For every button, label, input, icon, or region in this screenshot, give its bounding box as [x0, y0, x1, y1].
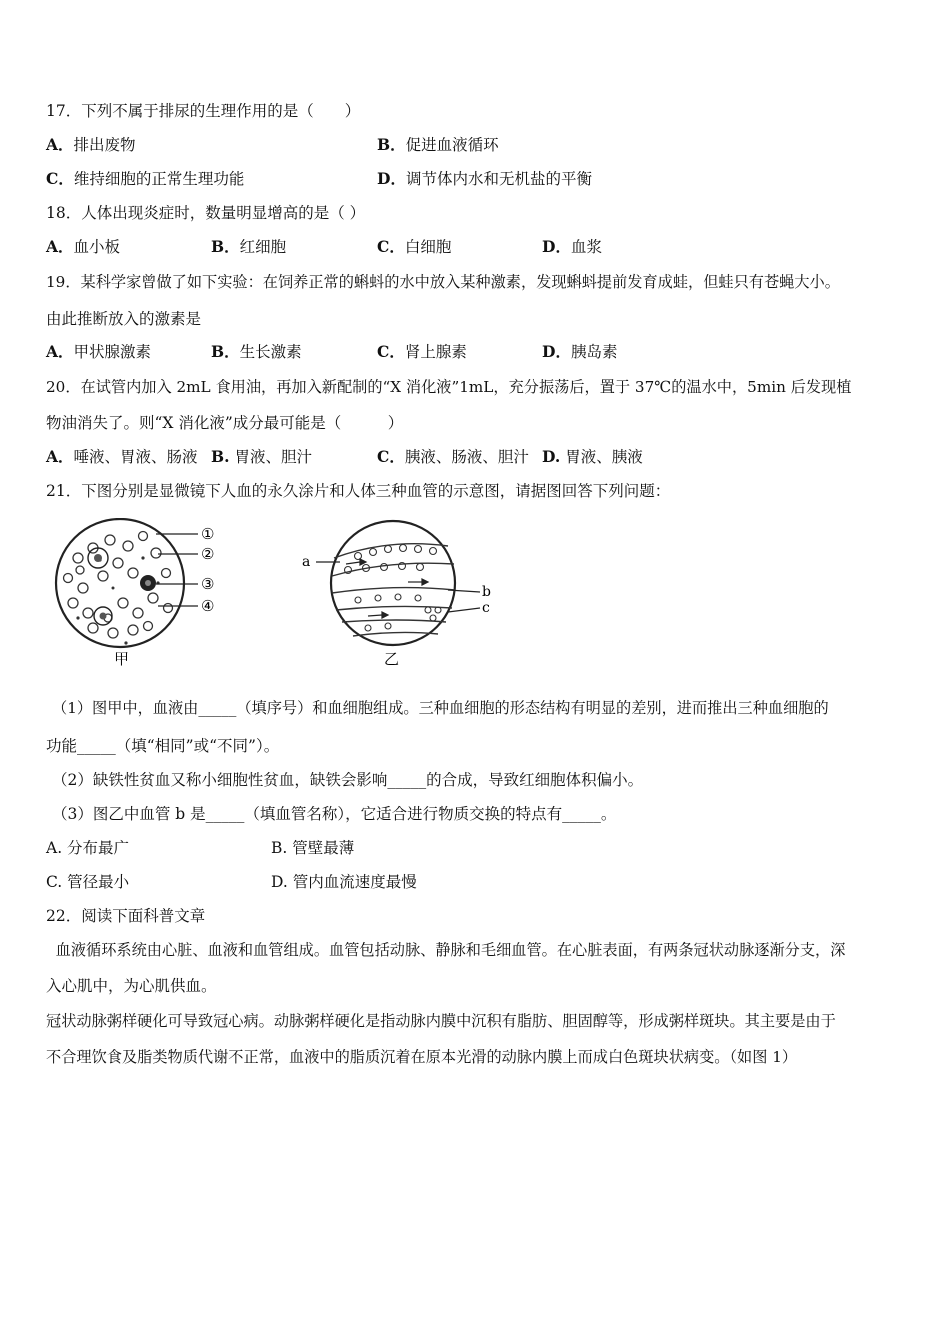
marker-2: ②: [201, 545, 215, 563]
option-text: 血小板: [73, 238, 121, 256]
option-text: 胰岛素: [570, 343, 618, 361]
q17-option-a[interactable]: A．排出废物: [46, 135, 136, 154]
q17-stem: 17．下列不属于排尿的生理作用的是（ ）: [46, 102, 361, 120]
q21-part1-line2: 功能_____（填“相同”或“不同”）。: [46, 737, 280, 755]
option-text: 肾上腺素: [404, 343, 467, 361]
q20-option-c[interactable]: C．胰液、肠液、胆汁: [377, 447, 529, 466]
option-text: 生长激素: [239, 343, 302, 361]
figure-caption-yi: 乙: [384, 650, 400, 668]
q22-stem: 22．阅读下面科普文章: [46, 907, 206, 925]
q19-option-b[interactable]: B．生长激素: [211, 342, 302, 361]
option-text: 白细胞: [404, 238, 452, 256]
label-a: a: [302, 554, 311, 570]
label-c: c: [482, 600, 490, 616]
q22-para1-line2: 入心肌中，为心肌供血。: [46, 977, 217, 995]
q19-stem-line2: 由此推断放入的激素是: [46, 310, 202, 328]
marker-4: ④: [201, 597, 215, 615]
option-text: 调节体内水和无机盐的平衡: [405, 170, 592, 188]
option-text: 促进血液循环: [405, 136, 499, 154]
q17-option-d[interactable]: D．调节体内水和无机盐的平衡: [377, 169, 592, 188]
q19-option-c[interactable]: C．肾上腺素: [377, 342, 467, 361]
marker-1: ①: [201, 525, 215, 543]
q21-option-c[interactable]: C. 管径最小: [46, 873, 130, 891]
q19-option-d[interactable]: D．胰岛素: [542, 342, 618, 361]
q20-option-b[interactable]: B. 胃液、胆汁: [211, 447, 312, 466]
q17-option-c[interactable]: C．维持细胞的正常生理功能: [46, 169, 245, 188]
option-text: 胃液、胰液: [565, 448, 643, 466]
q21-option-d[interactable]: D. 管内血流速度最慢: [271, 873, 417, 891]
q22-para1-line1: 血液循环系统由心脏、血液和血管组成。血管包括动脉、静脉和毛细血管。在心脏表面，有两条冠状动脉逐渐分支，深: [46, 941, 846, 959]
q17-option-b[interactable]: B．促进血液循环: [377, 135, 499, 154]
q18-option-a[interactable]: A．血小板: [46, 237, 121, 256]
q19-stem-line1: 19．某科学家曾做了如下实验：在饲养正常的蝌蚪的水中放入某种激素，发现蝌蚪提前发育成蛙，但蛙只有苍蝇大小。: [46, 273, 840, 291]
q20-option-d[interactable]: D. 胃液、胰液: [542, 447, 643, 466]
q18-option-b[interactable]: B．红细胞: [211, 237, 287, 256]
label-b: b: [482, 584, 491, 600]
q20-stem-line1: 20．在试管内加入 2mL 食用油，再加入新配制的“X 消化液”1mL，充分振荡后，置于 37℃的温水中，5min 后发现植: [46, 378, 852, 396]
q21-option-a[interactable]: A. 分布最广: [46, 839, 130, 857]
option-text: 排出废物: [73, 136, 136, 154]
q20-option-a[interactable]: A．唾液、胃液、肠液: [46, 447, 198, 466]
q22-para2-line2: 不合理饮食及脂类物质代谢不正常，血液中的脂质沉着在原本光滑的动脉内膜上而成白色斑块状病变。（如图 1）: [46, 1048, 798, 1066]
q20-stem-line2: 物油消失了。则“X 消化液”成分最可能是（ ）: [46, 414, 404, 432]
q21-stem: 21．下图分别是显微镜下人血的永久涂片和人体三种血管的示意图，请据图回答下列问题：: [46, 482, 671, 500]
q19-option-a[interactable]: A．甲状腺激素: [46, 342, 152, 361]
q18-option-c[interactable]: C．白细胞: [377, 237, 452, 256]
q21-option-b[interactable]: B. 管壁最薄: [271, 839, 355, 857]
option-text: 维持细胞的正常生理功能: [73, 170, 245, 188]
marker-3: ③: [201, 575, 215, 593]
option-text: 唾液、胃液、肠液: [73, 448, 198, 466]
option-text: 血浆: [570, 238, 602, 256]
q21-part2: （2）缺铁性贫血又称小细胞性贫血，缺铁会影响_____的合成，导致红细胞体积偏小。: [52, 771, 644, 789]
figure-blood-smear: [48, 518, 248, 668]
option-text: 胰液、肠液、胆汁: [404, 448, 529, 466]
q21-part1-line1: （1）图甲中，血液由_____（填序号）和血细胞组成。三种血细胞的形态结构有明显的差别，进而推出三种血细胞的: [52, 699, 829, 717]
figure-blood-vessels: [298, 518, 498, 668]
q18-stem: 18．人体出现炎症时，数量明显增高的是（ ）: [46, 204, 366, 222]
q21-part3: （3）图乙中血管 b 是_____（填血管名称），它适合进行物质交换的特点有_____。: [52, 805, 617, 823]
q22-para2-line1: 冠状动脉粥样硬化可导致冠心病。动脉粥样硬化是指动脉内膜中沉积有脂肪、胆固醇等，形成粥样斑块。其主要是由于: [46, 1012, 836, 1030]
option-text: 胃液、胆汁: [234, 448, 312, 466]
q18-option-d[interactable]: D．血浆: [542, 237, 602, 256]
option-text: 甲状腺激素: [73, 343, 152, 361]
option-text: 红细胞: [239, 238, 287, 256]
figure-caption-jia: 甲: [114, 650, 130, 668]
